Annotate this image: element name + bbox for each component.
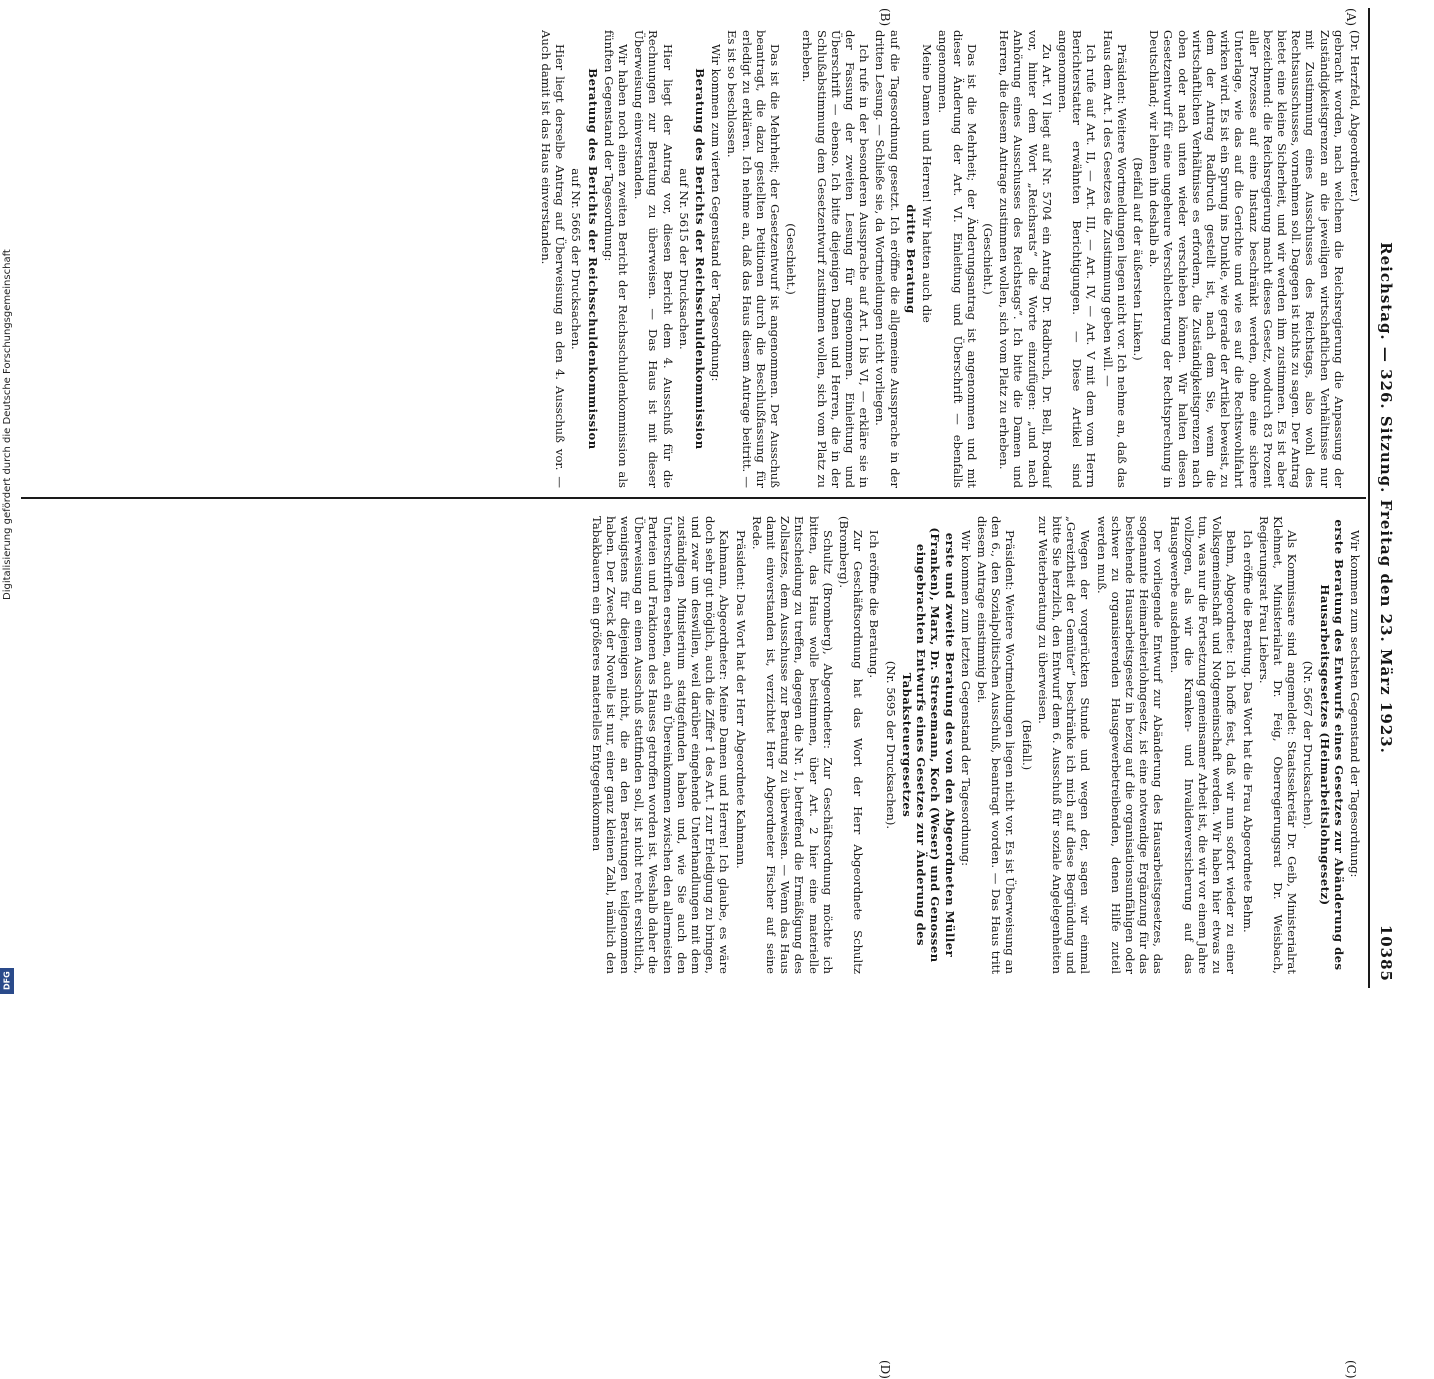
paragraph: Wir kommen zum sechsten Gegenstand der Tagesordnung: [1348, 530, 1362, 878]
applause-note: (Beifall.) [1019, 719, 1034, 771]
header-title: Reichstag. — 326. Sitzung. Freitag den 23. März 1923. [1377, 242, 1395, 754]
stage-note: (Geschieht.) [980, 223, 995, 295]
scanned-page [15, 8, 1400, 1379]
column-divider [21, 497, 1366, 499]
paragraph: Zu Art. VI liegt auf Nr. 5704 ein Antrag Dr. Radbruch, Dr. Bell, Brodauf vor, hinter dem Wort „Reichsrats“ die Worte einzufügen: „und nach Anhörung eines Ausschusses des Reichstags“. Ich bitte die Damen und Herren, die diesem Antrage zustimmen wollen, sich vom Platz zu erheben. [997, 30, 1054, 488]
margin-mark-c: (C) [1344, 1360, 1358, 1379]
paragraph: Behm, Abgeordnete: Ich hoffe fest, daß wir nun sofort wieder zu einer Volksgemeinschaft und Notgemeinschaft werden. Wir haben hier etwas zu tun, was nur die Fortsetzung gemeinsamer Arbeit ist, die wir vor einem Jahre vollzogen, als wir die Kranken- und Invalidenversicherung auf das Hausgewerbe ausdehnten. [1167, 516, 1239, 974]
paragraph: Schultz (Bromberg), Abgeordneter: Zur Geschäftsordnung möchte ich bitten, das Haus wolle bestimmen, über Art. 2 hier eine materielle Entscheidung zu treffen, dagegen die Nr. 1, betreffend die Ermäßigung des Zollsatzes, dem Ausschusse zur Beratung zu überweisen. — Wenn das Haus damit einverstanden ist, verzichtet Herr Abgeordneter Fischer auf seine Rede. [749, 516, 835, 974]
paragraph: Wir haben noch einen zweiten Bericht der Reichsschuldenkommission als fünften Gegenstand der Tagesordnung: [601, 30, 631, 488]
section-heading: Beratung des Berichts der Reichsschuldenkommission [585, 68, 600, 450]
applause-note: (Beifall auf der äußersten Linken.) [1130, 157, 1145, 361]
paragraph: Wir kommen zum letzten Gegenstand der Tagesordnung: [958, 530, 973, 867]
speaker-continuation: (Dr. Herzfeld, Abgeordneter.) [1348, 30, 1362, 203]
section-heading-tail: auf Nr. 5665 der Drucksachen. [569, 168, 584, 350]
paragraph: Der vorliegende Entwurf zur Abänderung des Hausarbeitsgesetzes, das sogenannte Heimarbeiterlohngesetz, ist eine notwendige Ergänzung für das bestehende Hausarbeitsgesetz in bezug auf die organisationsunfähigen oder schwer zu organisierenden Hausgewerbetreibenden, denen Hilfe zuteil werden muß. [1094, 516, 1166, 974]
stage-note: (Geschieht.) [784, 223, 799, 295]
section-heading: dritte Beratung [903, 204, 918, 314]
section-heading: erste Beratung des Entwurfs eines Gesetzes zur Abänderung des Hausarbeitsgesetzes (Heimarbeitslohngesetz) [1317, 519, 1346, 971]
section-heading-tail: (Nr. 5695 der Drucksachen). [883, 660, 898, 830]
paragraph: Wir kommen zum vierten Gegenstand der Tagesordnung: [709, 44, 724, 382]
paragraph: gebracht worden, nach welchem die Reichsregierung die Anpassung der Zuständigkeitsgrenzen an die jeweiligen wirtschaftlichen Verhältnisse nur mit Zustimmung eines Ausschusses des Reichstags, also wohl des Rechtsausschusses, vornehmen soll. Dagegen ist nichts zu sagen. Der Antrag bietet eine kleine Sicherheit, und wir werden ihm zustimmen. Es ist aber bezeichnend: die Reichsregierung macht dieses Gesetz, wodurch 83 Prozent aller Prozesse auf eine Instanz beschränkt werden, ohne eine sichere Unterlage, wie das auf die Gerichte und wie es auf die Rechtswohlfahrt wirken wird. Es ist ein Sprung ins Dunkle, wie gerade der Artikel beweist, zu dem der Antrag Radbruch gestellt ist, nach dem Sie, wenn die wirtschaftlichen Verhältnisse es erfordern, die Zuständigkeitsgrenzen nach oben oder nach unten wieder verschieben können. Wir halten diesen Gesetzentwurf für eine ungeheure Verschlechterung der Rechtsprechung in Deutschland; wir lehnen ihn deshalb ab. [1147, 30, 1346, 488]
digitization-credit: Digitalisierung gefördert durch die Deutsche Forschungsgemeinschaft [2, 249, 13, 600]
paragraph: Kahmann, Abgeordneter: Meine Damen und Herren! Ich glaube, es wäre doch sehr gut möglich, auch die Ziffer 1 des Art. I zur Erledigung zu bringen, und zwar um deswillen, weil darüber eingehende Unterhandlungen mit dem zuständigen Ministerium stattgefunden haben und, wie Sie auch den Unterschriften ersehen, auch ein Übereinkommen zwischen den allermeisten Parteien und Fraktionen des Hauses getroffen worden ist. Weshalb daher die Überweisung an einen Ausschuß stattfinden soll, ist nicht recht ersichtlich, wenigstens für diejenigen nicht, die an den Beratungen teilgenommen haben. Der Zweck der Novelle ist nur, einer ganz kleinen Zahl, nämlich den Tabakbauern ein größeres materielles Entgegenkommen [589, 516, 732, 974]
paragraph: Wegen der vorgerückten Stunde und wegen der, sagen wir einmal „Gereiztheit der Gemüter“ beschränke ich mich auf diese Begründung und bitte Sie herzlich, den Entwurf dem 6. Ausschuß für soziale Angelegenheiten zur Weiterberatung zu überweisen. [1035, 516, 1093, 974]
paragraph: auf die Tagesordnung gesetzt. Ich eröffne die allgemeine Aussprache in der dritten Lesung. — Schließe sie, da Wortmeldungen nicht vorliegen. [873, 30, 902, 488]
paragraph: Als Kommissare sind angemeldet: Staatssekretär Dr. Geib, Ministerialrat Klehmet, Ministerialrat Dr. Feig, Oberregierungsrat Dr. Weisbach, Regierungsrat Frau Liebers. [1256, 516, 1300, 974]
paragraph: Hier liegt der Antrag vor, diesen Bericht dem 4. Ausschuß für die Rechnungen zur Beratung zu überweisen. — Das Haus ist mit dieser Überweisung einverstanden. [632, 30, 675, 488]
dfg-logo: DFG [0, 968, 14, 994]
left-column [21, 30, 1362, 488]
paragraph: Ich rufe auf Art. II, — Art. III, — Art. IV, — Art. V mit dem vom Herrn Berichterstatter erwähnten Berichtigungen. — Diese Artikel sind angenommen. [1055, 30, 1099, 488]
section-heading: erste und zweite Beratung des von den Abgeordneten Müller (Franken), Marx, Dr. Stresemann, Koch (Weser) und Genossen eingebrachten Entwurfs eines Gesetzes zur Änderung des Tabaksteuergesetzes [899, 527, 957, 963]
header-rule [1368, 8, 1370, 988]
section-heading: Beratung des Berichts der Reichsschuldenkommission [693, 68, 708, 450]
margin-mark-a: (A) [1344, 8, 1358, 27]
paragraph: Ich rufe in der besonderen Aussprache auf Art. I bis VI, — erkläre sie in der Fassung der zweiten Lesung für angenommen. Einleitung und Überschrift — ebenso. Ich bitte diejenigen Damen und Herren, die in der Schlußabstimmung dem Gesetzentwurf zustimmen wollen, sich vom Platz zu erheben. [800, 30, 872, 488]
paragraph: Das ist die Mehrheit; der Änderungsantrag ist angenommen und mit dieser Änderung der Art. VI. Einleitung und Überschrift — ebenfalls angenommen. [936, 30, 979, 488]
paragraph: Präsident: Weitere Wortmeldungen liegen nicht vor. Es ist Überweisung an den 6., den Sozialpolitischen Ausschuß, beantragt worden. — Das Haus tritt diesem Antrage einstimmig bei. [974, 516, 1018, 974]
margin-mark-d: (D) [878, 1360, 892, 1379]
paragraph: Präsident: Das Wort hat der Herr Abgeordnete Kahmann. [733, 530, 748, 869]
paragraph: Präsident: Weitere Wortmeldungen liegen nicht vor. Ich nehme an, daß das Haus dem Art. I des Gesetzes die Zustimmung geben will. — [1100, 30, 1129, 488]
paragraph: Ich eröffne die Beratung. Das Wort hat die Frau Abgeordnete Behm. [1240, 530, 1255, 933]
paragraph: Zur Geschäftsordnung hat das Wort der Herr Abgeordnete Schultz (Bromberg). [837, 516, 866, 974]
right-column [21, 516, 1362, 974]
paragraph: Hier liegt derselbe Antrag auf Überweisung an den 4. Ausschuß vor. — Auch damit ist das Haus einverstanden. [539, 30, 568, 488]
margin-mark-b: (B) [878, 8, 892, 27]
section-heading-tail: auf Nr. 5615 der Drucksachen. [676, 168, 691, 350]
page-number: 10385 [1377, 924, 1395, 982]
section-heading-tail: (Nr. 5667 der Drucksachen). [1301, 660, 1316, 830]
paragraph: Meine Damen und Herren! Wir hatten auch die [920, 44, 935, 323]
paragraph: Das ist die Mehrheit; der Gesetzentwurf ist angenommen. Der Ausschuß beantragt, die dazu gestellten Petitionen durch die Beschlußfassung für erledigt zu erklären. Ich nehme an, daß das Haus diesem Antrage beitritt. — Es ist so beschlossen. [725, 30, 783, 488]
running-header [1372, 14, 1400, 982]
paragraph: Ich eröffne die Beratung. [867, 530, 882, 679]
